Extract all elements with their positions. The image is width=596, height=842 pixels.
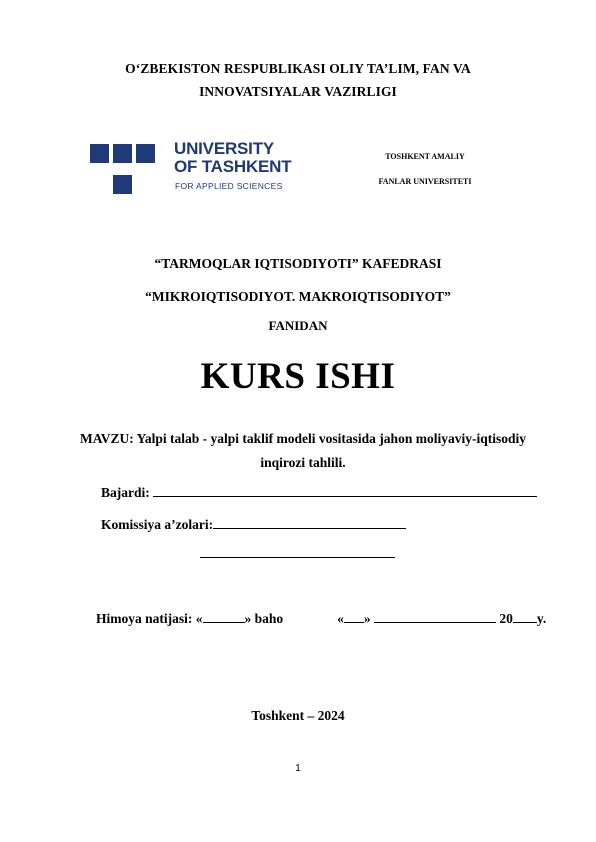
- ministry-line-2: INNOVATSIYALAR VAZIRLIGI: [199, 84, 397, 99]
- ministry-header: [0, 57, 596, 103]
- logo-grid-icon: [90, 144, 155, 194]
- grade-blank[interactable]: [203, 610, 245, 623]
- logo-wordmark: [174, 140, 291, 176]
- logo-tagline: FOR APPLIED SCIENCES: [175, 181, 283, 191]
- city-year: Toshkent – 2024: [251, 708, 345, 723]
- commission-label: Komissiya a’zolari:: [101, 517, 214, 532]
- year-prefix: 20: [499, 611, 513, 626]
- subject-suffix: FANIDAN: [268, 318, 328, 333]
- grade-suffix: » baho: [244, 611, 284, 626]
- topic-line-1: MAVZU: Yalpi talab - yalpi taklif modeli vositasida jahon moliyaviy-iqtisodiy: [80, 431, 526, 446]
- topic-line-2: inqirozi tahlili.: [260, 455, 346, 470]
- performer-blank-line[interactable]: [153, 484, 537, 497]
- university-logo: [90, 139, 292, 196]
- topic: [60, 427, 546, 475]
- performer-field: [101, 484, 537, 501]
- year-suffix: y.: [536, 611, 547, 626]
- day-blank[interactable]: [344, 610, 364, 623]
- commission-blank-line-2[interactable]: [200, 556, 395, 558]
- ministry-line-1: O‘ZBEKISTON RESPUBLIKASI OLIY TA’LIM, FAN VA: [125, 61, 471, 76]
- department-name: “TARMOQLAR IQTISODIYOTI” KAFEDRASI: [154, 256, 442, 271]
- date-open: «: [337, 611, 344, 626]
- month-blank[interactable]: [374, 610, 496, 623]
- defense-result-field: [96, 610, 546, 627]
- page-number: 1: [295, 763, 301, 774]
- performer-label: Bajardi:: [101, 485, 150, 500]
- subject-name: “MIKROIQTISODIYOT. MAKROIQTISODIYOT”: [145, 289, 451, 304]
- university-name-line-2: FANLAR UNIVERSITETI: [378, 177, 472, 186]
- document-title: KURS ISHI: [200, 356, 396, 397]
- defense-label: Himoya natijasi: «: [96, 611, 203, 626]
- year-blank[interactable]: [513, 610, 537, 623]
- university-name-line-1: TOSHKENT AMALIY: [385, 152, 465, 161]
- date-close: »: [363, 611, 371, 626]
- commission-field: [101, 516, 406, 533]
- logo-line-2: OF TASHKENT: [174, 157, 292, 176]
- commission-blank-line[interactable]: [213, 516, 406, 529]
- logo-line-1: UNIVERSITY: [174, 139, 275, 158]
